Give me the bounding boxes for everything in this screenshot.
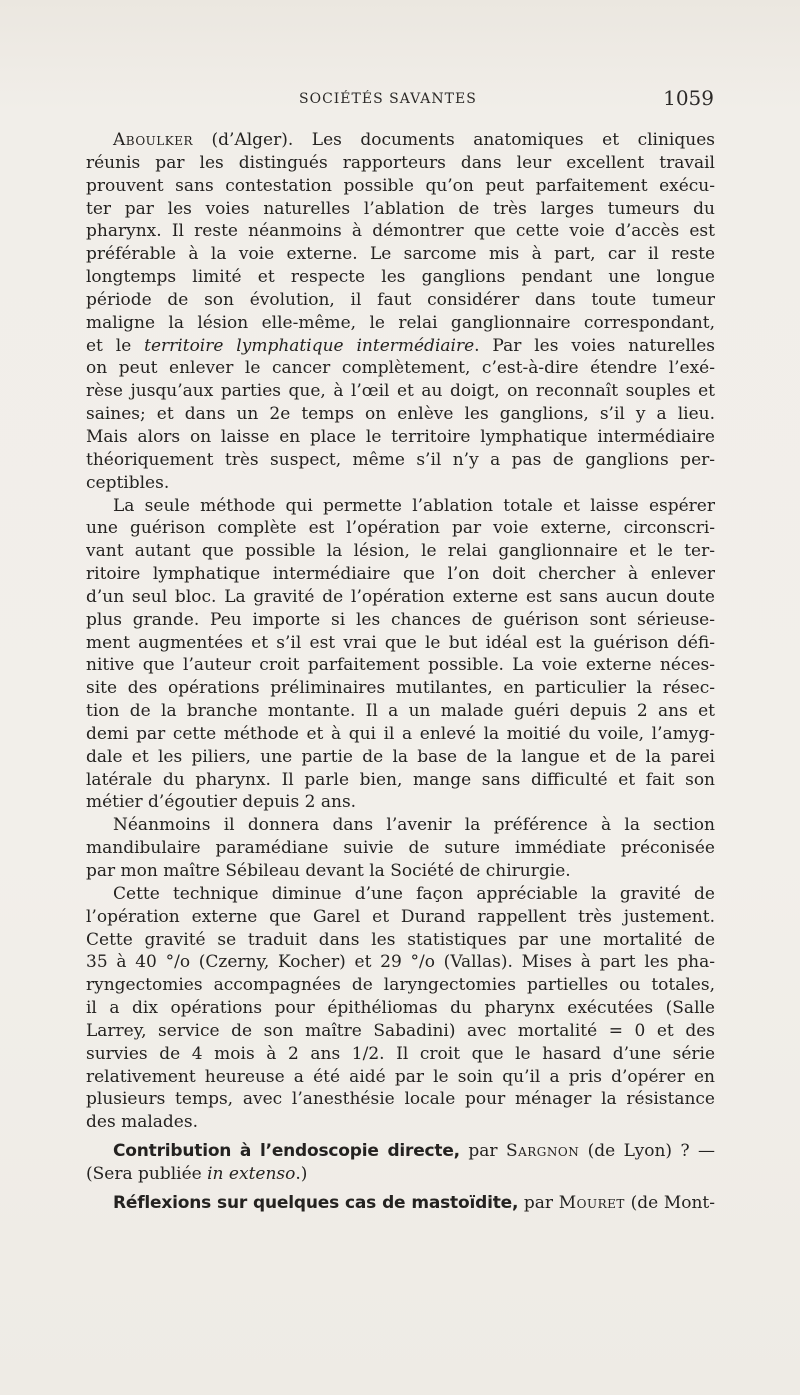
text-line: longtemps limité et respecte les ganglions pendant une longue [86, 267, 715, 288]
text-span: .) [295, 1163, 308, 1184]
page-number: 1059 [663, 86, 714, 110]
text-line: La seule méthode qui permette l’ablation totale et laisse espérer [113, 495, 715, 516]
text-line: plusieurs temps, avec l’anesthésie locale pour ménager la résistance [86, 1089, 715, 1110]
text-line: par mon maître Sébileau devant la Société de chirurgie. [86, 861, 571, 881]
text-line [86, 1192, 715, 1215]
text-line: Cette technique diminue d’une façon appréciable la gravité de [113, 883, 715, 904]
text-line: pharynx. Il reste néanmoins à démontrer que cette voie d’accès est [86, 221, 715, 242]
text-line: 35 à 40 °/o (Czerny, Kocher) et 29 °/o (Vallas). Mises à part les pha- [86, 952, 715, 973]
text-line: dale et les piliers, une partie de la base de la langue et de la parei [86, 746, 715, 767]
text-line: ment augmentées et s’il est vrai que le but idéal est la guérison défi- [86, 632, 715, 653]
text-line: mandibulaire paramédiane suivie de suture immédiate préconisée [86, 838, 715, 859]
text-span: par [459, 1141, 506, 1162]
text-line: métier d’égoutier depuis 2 ans. [86, 792, 357, 813]
text-line: Larrey, service de son maître Sabadini) avec mortalité = 0 et des [86, 1020, 715, 1041]
page-header [85, 85, 714, 115]
text-line: relativement heureuse a été aidé par le soin qu’il a pris d’opérer en [86, 1066, 715, 1087]
text-line: saines; et dans un 2e temps on enlève les ganglions, s’il y a lieu. [86, 404, 715, 425]
text-line: une guérison complète est l’opération par voie externe, circonscri- [86, 518, 715, 539]
author-name: Mouret [558, 1192, 625, 1213]
author-name: Aboulker [113, 130, 193, 150]
running-head: SOCIÉTÉS SAVANTES [299, 91, 477, 107]
paragraph-technique [86, 883, 715, 1134]
text-line [86, 335, 715, 358]
entry-title: Réflexions sur quelques cas de mastoïdite, [113, 1192, 519, 1213]
text-line: ryngectomies accompagnées de laryngectomies partielles ou totales, [86, 975, 715, 996]
text-span: par [518, 1192, 559, 1213]
italic-term: in extenso [207, 1163, 296, 1184]
text-line: théoriquement très suspect, même s’il n’y a pas de ganglions per- [86, 449, 715, 470]
text-line [86, 1140, 715, 1163]
text-line: préférable à la voie externe. Le sarcome mis à part, car il reste [86, 244, 715, 265]
text-line: rèse jusqu’aux parties que, à l’œil et au doigt, on reconnaît souples et [86, 381, 715, 402]
text-line: d’un seul bloc. La gravité de l’opération externe est sans aucun doute [86, 586, 715, 607]
text-line: ter par les voies naturelles l’ablation de très larges tumeurs du [86, 198, 715, 219]
text-line [86, 1163, 715, 1186]
text-line: survies de 4 mois à 2 ans 1/2. Il croit que le hasard d’une série [86, 1043, 715, 1064]
text-line: des malades. [86, 1112, 198, 1133]
paragraph-methode [86, 495, 715, 815]
text-line: demi par cette méthode et à qui il a enlevé la moitié du voile, l’amyg- [86, 723, 715, 744]
text-line: on peut enlever le cancer complètement, c’est-à-dire étendre l’exé- [86, 358, 715, 379]
entry-contribution-endoscopie [86, 1140, 715, 1186]
entry-reflexions-mastoidite [86, 1192, 715, 1215]
text-line [86, 129, 715, 152]
italic-term: territoire lymphatique intermédiaire [144, 335, 475, 356]
text-line: Mais alors on laisse en place le territoire lymphatique intermédiaire [86, 426, 715, 447]
text-line: vant autant que possible la lésion, le relai ganglionnaire et le ter- [86, 541, 715, 562]
text-line: latérale du pharynx. Il parle bien, mange sans difficulté et fait son [86, 769, 715, 790]
paragraph-aboulker [86, 129, 715, 495]
text-span: (de Lyon) ? — [579, 1141, 715, 1162]
author-name: Sargnon [505, 1141, 580, 1162]
text-line: période de son évolution, il faut considérer dans toute tumeur [86, 289, 715, 310]
text-line: site des opérations préliminaires mutilantes, en particulier la résec- [86, 678, 715, 699]
text-line: plus grande. Peu importe si les chances de guérison sont sérieuse- [86, 609, 715, 630]
text-line: nitive que l’auteur croit parfaitement possible. La voie externe néces- [86, 655, 715, 676]
text-line: Cette gravité se traduit dans les statistiques par une mortalité de [86, 929, 715, 950]
text-line: il a dix opérations pour épithéliomas du pharynx exécutées (Salle [86, 998, 715, 1019]
body-text [86, 129, 715, 1215]
text-span: et le [86, 335, 145, 356]
text-span: (d’Alger). Les documents anatomiques et cliniques [193, 130, 715, 150]
text-span: (Sera publiée [86, 1163, 208, 1184]
text-line: ceptibles. [86, 472, 170, 493]
text-line: Néanmoins il donnera dans l’avenir la préférence à la section [113, 815, 715, 836]
entry-title: Contribution à l’endoscopie directe, [113, 1141, 460, 1162]
text-line: l’opération externe que Garel et Durand rappellent très justement. [86, 906, 715, 927]
text-span: (de Mont- [624, 1192, 715, 1213]
text-line: maligne la lésion elle-même, le relai ganglionnaire correspondant, [86, 312, 715, 333]
text-line: tion de la branche montante. Il a un malade guéri depuis 2 ans et [86, 701, 715, 722]
text-line: réunis par les distingués rapporteurs dans leur excellent travail [86, 152, 715, 173]
text-line: prouvent sans contestation possible qu’on peut parfaitement exécu- [86, 175, 715, 196]
text-line: ritoire lymphatique intermédiaire que l’on doit chercher à enlever [86, 564, 715, 585]
paragraph-neanmoins [86, 814, 715, 883]
text-span: . Par les voies naturelles [474, 335, 715, 356]
